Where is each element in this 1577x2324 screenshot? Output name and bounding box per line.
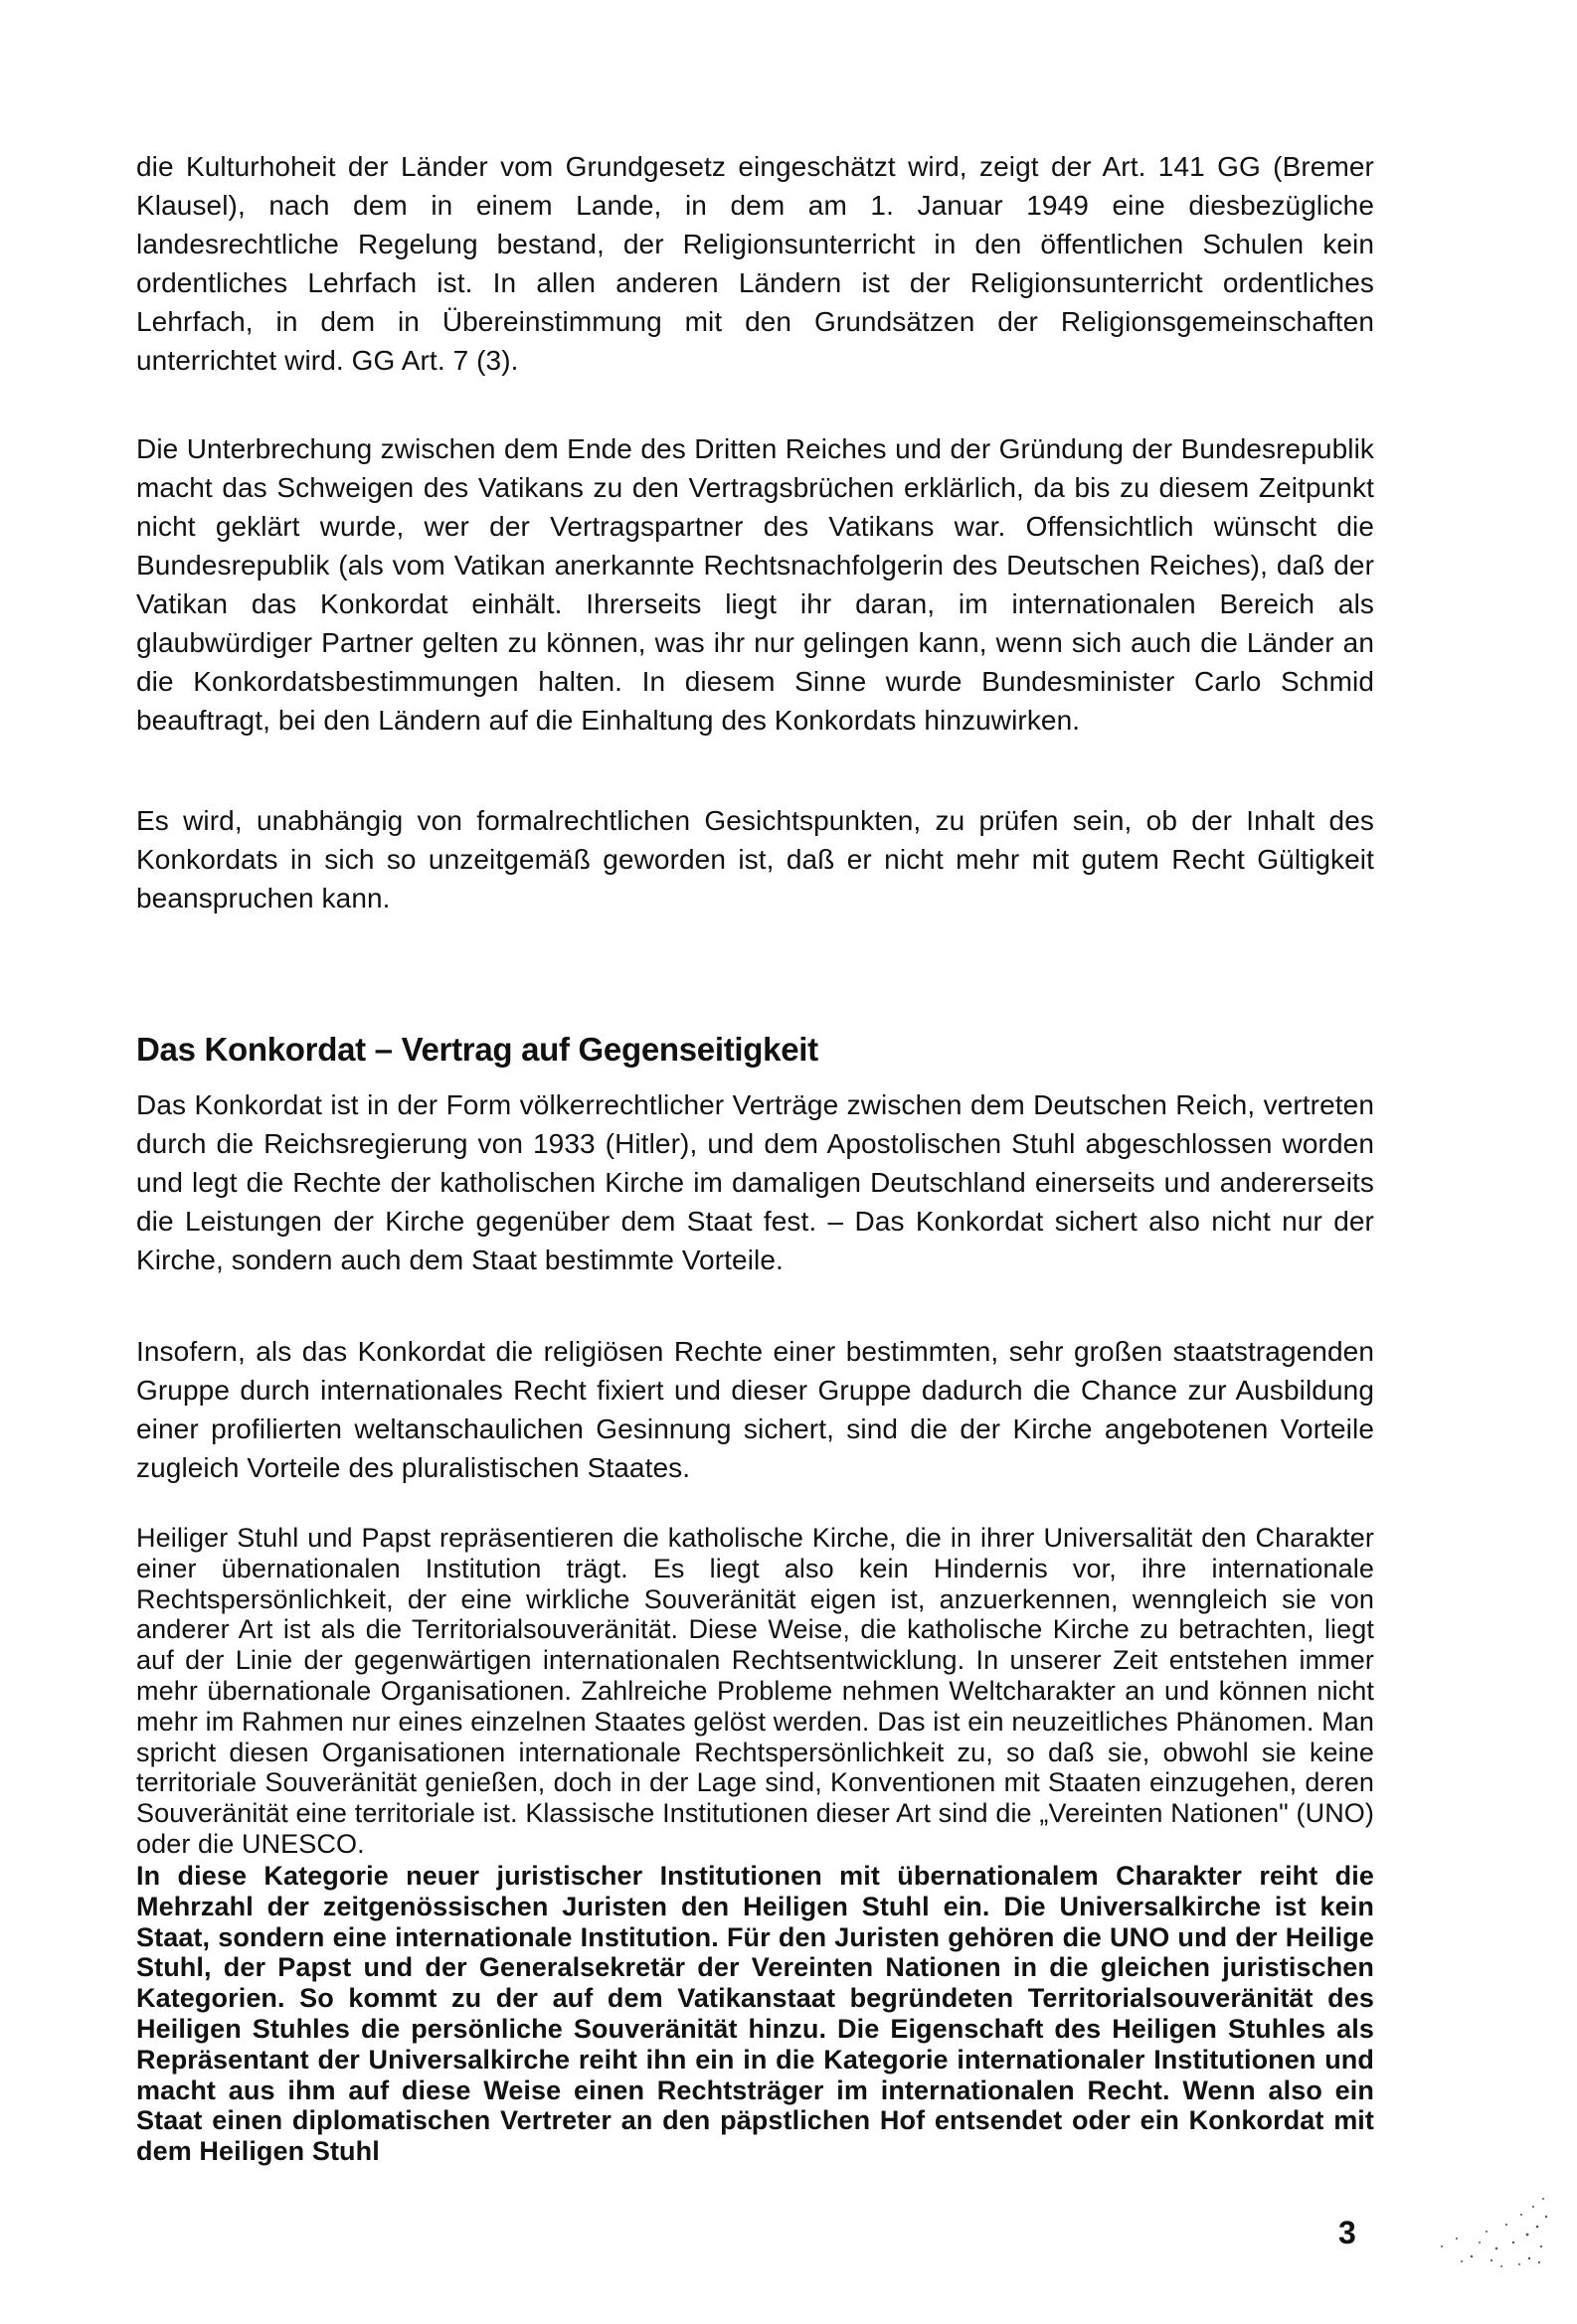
paragraph-kategorie: In diese Kategorie neuer juristischer Institutionen mit übernationalem Charakter reiht die Mehrzahl der zeitgenössischen Juristen den Heiligen Stuhl ein. Die Universalkirche ist kein Staat, sondern eine internationale Institution. Für den Juristen gehören die UNO und der Heilige Stuhl, der Papst und der Generalsekretär der Vereinten Nationen in die gleichen juristischen Kategorien. So kommt zu der auf dem Vatikanstaat begründeten Territorialsouveränität des Heiligen Stuhles die persönliche Souveränität hinzu. Die Eigenschaft des Heiligen Stuhles als Repräsentant der Universalkirche reiht ihn ein in die Kategorie internationaler Institutionen und macht aus ihm auf diese Weise einen Rechtsträger im internationalen Recht. Wenn also ein Staat einen diplomatischen Vertreter an den päpstlichen Hof entsendet oder ein Konkordat mit dem Heiligen Stuhl [136,1861,1374,2167]
scan-noise-speckle [1402,2177,1551,2276]
paragraph-konkordat-form: Das Konkordat ist in der Form völkerrechtlicher Verträge zwischen dem Deutschen Reich, vertreten durch die Reichsregierung von 1933 (Hitler), und dem Apostolischen Stuhl abgeschlossen worden und legt die Rechte der katholischen Kirche im damaligen Deutschland einerseits und andererseits die Leistungen der Kirche gegenüber dem Staat fest. – Das Konkordat sichert also nicht nur der Kirche, sondern auch dem Staat bestimmte Vorteile. [136,1089,1374,1275]
paragraph-insofern: Insofern, als das Konkordat die religiösen Rechte einer bestimmten, sehr großen staatstragenden Gruppe durch internationales Recht fixiert und dieser Gruppe dadurch die Chance zur Ausbildung einer profilierten weltanschaulichen Gesinnung sichert, sind die der Kirche angebotenen Vorteile zugleich Vorteile des pluralistischen Staates. [136,1336,1374,1483]
section-heading: Das Konkordat – Vertrag auf Gegenseitigkeit [136,1031,818,1068]
paragraph-kulturhoheit: die Kulturhoheit der Länder vom Grundgesetz eingeschätzt wird, zeigt der Art. 141 GG (Bremer Klausel), nach dem in einem Lande, in dem am 1. Januar 1949 eine diesbezügliche landesrechtliche Regelung bestand, der Religionsunterricht in den öffentlichen Schulen kein ordentliches Lehrfach ist. In allen anderen Ländern ist der Religionsunterricht ordentliches Lehrfach, in dem in Übereinstimmung mit den Grundsätzen der Religionsgemeinschaften unterrichtet wird. GG Art. 7 (3). [136,151,1374,376]
paragraph-unterbrechung: Die Unterbrechung zwischen dem Ende des Dritten Reiches und der Gründung der Bundesrepublik macht das Schweigen des Vatikans zu den Vertragsbrüchen erklärlich, da bis zu diesem Zeitpunkt nicht geklärt wurde, wer der Vertragspartner des Vatikans war. Offensichtlich wünscht die Bundesrepublik (als vom Vatikan anerkannte Rechtsnachfolgerin des Deutschen Reiches), daß der Vatikan das Konkordat einhält. Ihrerseits liegt ihr daran, im internationalen Bereich als glaubwürdiger Partner gelten zu können, was ihr nur gelingen kann, wenn sich auch die Länder an die Konkordatsbestimmungen halten. In diesem Sinne wurde Bundesminister Carlo Schmid beauftragt, bei den Ländern auf die Einhaltung des Konkordats hinzuwirken. [136,433,1374,736]
page-number: 3 [1338,2215,1356,2250]
paragraph-pruefung: Es wird, unabhängig von formalrechtlichen Gesichtspunkten, zu prüfen sein, ob der Inhalt des Konkordats in sich so unzeitgemäß geworden ist, daß er nicht mehr mit gutem Recht Gültigkeit beanspruchen kann. [136,805,1374,913]
paragraph-heiliger-stuhl: Heiliger Stuhl und Papst repräsentieren die katholische Kirche, die in ihrer Universalität den Charakter einer übernationalen Institution trägt. Es liegt also kein Hindernis vor, ihre internationale Rechtspersönlichkeit, der eine wirkliche Souveränität eigen ist, anzuerkennen, wenngleich sie von anderer Art ist als die Territorialsouveränität. Diese Weise, die katholische Kirche zu betrachten, liegt auf der Linie der gegenwärtigen internationalen Rechtsentwicklung. In unserer Zeit entstehen immer mehr übernationale Organisationen. Zahlreiche Probleme nehmen Weltcharakter an und können nicht mehr im Rahmen nur eines einzelnen Staates gelöst werden. Das ist ein neuzeitliches Phänomen. Man spricht diesen Organisationen internationale Rechtspersönlichkeit zu, so daß sie, obwohl sie keine territoriale Souveränität genießen, doch in der Lage sind, Konventionen mit Staaten einzugehen, deren Souveränität eine territoriale ist. Klassische Institutionen dieser Art sind die „Vereinten Nationen" (UNO) oder die UNESCO. [136,1523,1374,1859]
